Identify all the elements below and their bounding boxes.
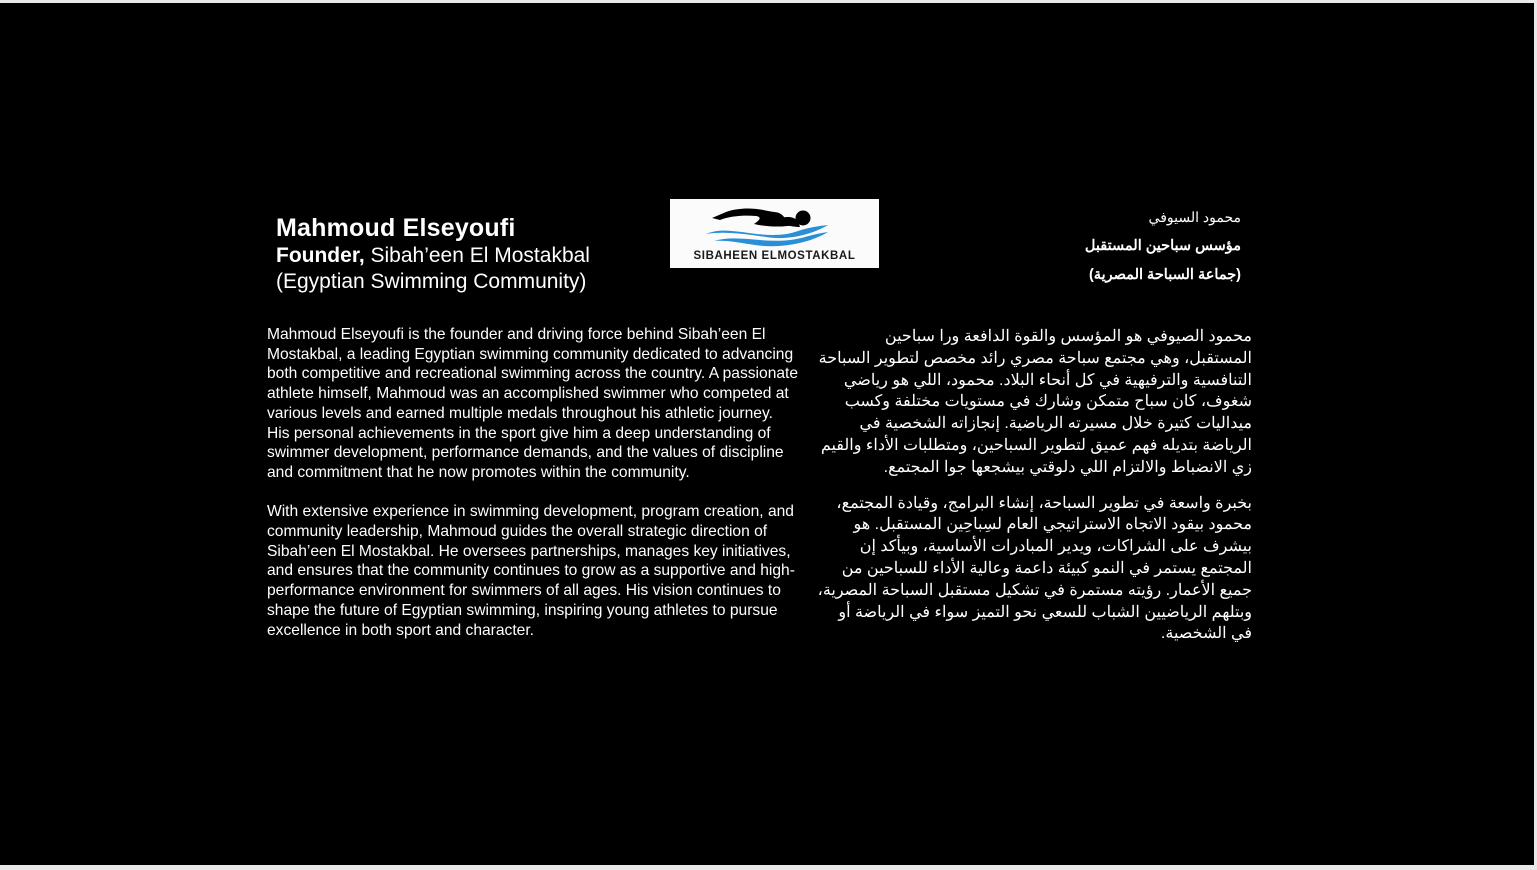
arabic-paragraph-1: محمود الصيوفي هو المؤسس والقوة الدافعة ورا سباحين المستقبل، وهي مجتمع سباحة مصري رائد مخصص لتطوير السباحة التنافسية والترفيهية في كل أنحاء البلاد. محمود، اللي هو رياضي شغوف، كان سباح متمكن وشارك في مستويات مختلفة وكسب ميداليات كتيرة خلال مسيرته الرياضية. إنجازاته الشخصية في الرياضة بتديله فهم عميق لتطوير السباحين، ومتطلبات الأداء والقيم زي الانضباط والالتزام اللي دلوقتي بيشجعها جوا المجتمع. [818, 328, 1252, 476]
swimmer-icon [670, 199, 879, 249]
slide [0, 3, 1534, 865]
english-header [276, 213, 590, 295]
arabic-bio [816, 326, 1252, 659]
english-paragraph-2: With extensive experience in swimming development, program creation, and community leadership, Mahmoud guides the overall strategic direction of Sibah’een El Mostakbal. He oversees partnerships, manages key initiatives, and ensures that the community continues to grow as a supportive and high-performance environment for swimmers of all ages. His vision continues to shape the future of Egyptian swimming, inspiring young athletes to pursue excellence in both sport and character. [267, 503, 795, 639]
arabic-name: محمود السيوفي [1148, 209, 1241, 225]
english-paragraph-1: Mahmoud Elseyoufi is the founder and driving force behind Sibah’een El Mostakbal, a leading Egyptian swimming community dedicated to advancing both competitive and recreational swimming across the country. A passionate athlete himself, Mahmoud was an accomplished swimmer who competed at various levels and earned multiple medals throughout his athletic journey. His personal achievements in the sport give him a deep understanding of swimmer development, performance demands, and the values of discipline and commitment that he now promotes within the community. [267, 326, 799, 481]
arabic-header [1085, 203, 1241, 290]
english-bio [267, 325, 799, 660]
arabic-paragraph-2: بخبرة واسعة في تطوير السباحة، إنشاء البرامج، وقيادة المجتمع، محمود بيقود الاتجاه الاستراتيجي العام لسِباحِين المستقبل. هو بيشرف على الشراكات، ويدير المبادرات الأساسية، وبيأكد إن المجتمع يستمر في النمو كبيئة داعمة وعالية الأداء للسباحين من جميع الأعمار. رؤيته مستمرة في تشكيل مستقبل السباحة المصرية، وبتلهم الرياضيين الشباب للسعي نحو التميز سواء في الرياضة أو في الشخصية. [817, 494, 1252, 643]
arabic-org-description: (جماعة السباحة المصرية) [1088, 267, 1241, 283]
arabic-role: مؤسس سباحين المستقبل [1084, 238, 1241, 254]
logo-text: SIBAHEEN ELMOSTAKBAL [693, 250, 856, 262]
org-description: (Egyptian Swimming Community) [276, 270, 587, 293]
organization-logo [670, 199, 879, 268]
role-label: Founder, [276, 244, 365, 267]
org-name: Sibah’een El Mostakbal [364, 244, 590, 267]
founder-name: Mahmoud Elseyoufi [276, 214, 516, 242]
founder-role [276, 243, 590, 269]
